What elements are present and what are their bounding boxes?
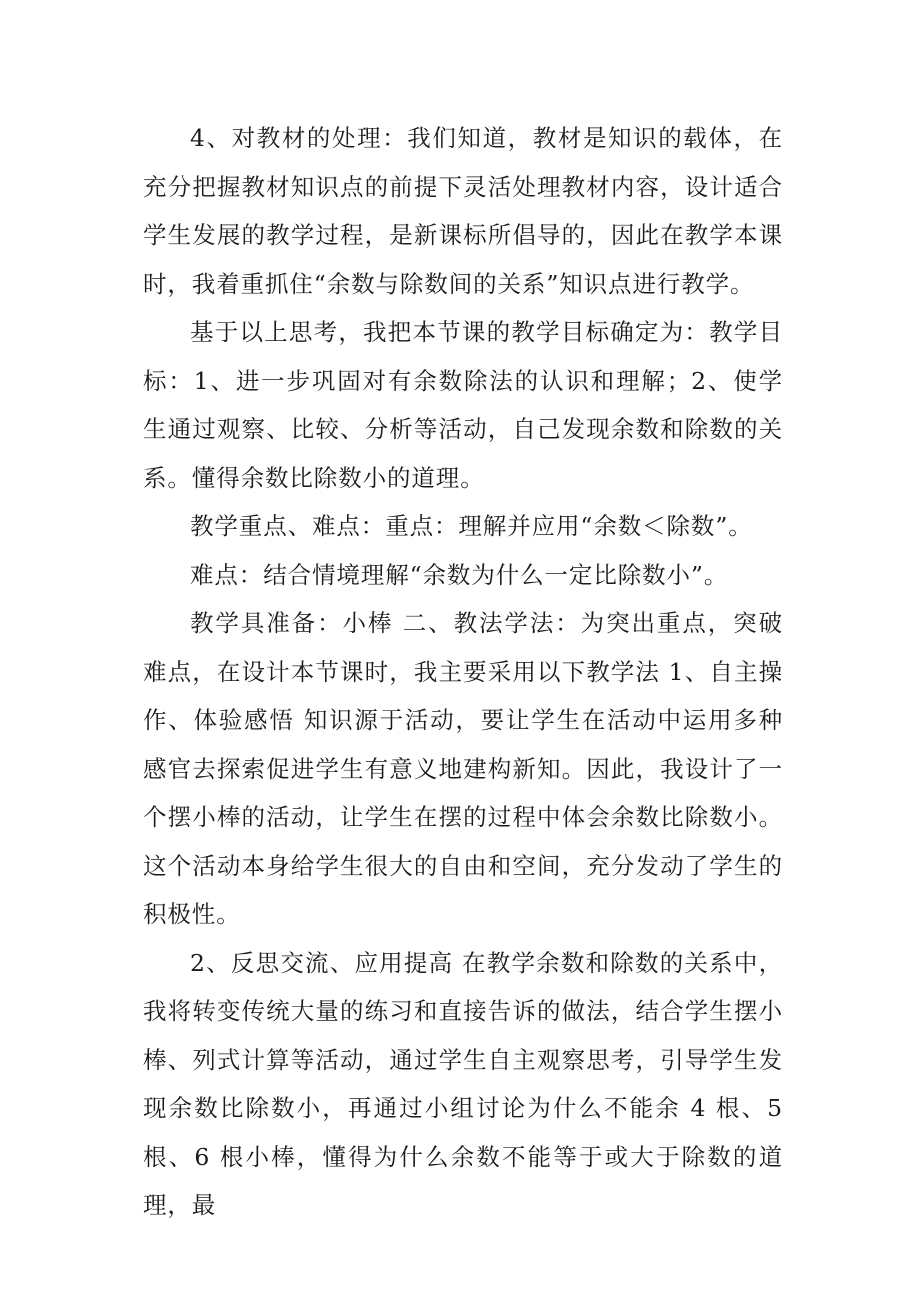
paragraph-key-points: 教学重点、难点：重点：理解并应用“余数＜除数”。 — [190, 512, 753, 540]
document-body — [143, 114, 783, 1230]
paragraph-teaching-methods: 教学具准备：小棒 二、教法学法：为突出重点，突破难点，在设计本节课时，我主要采用以下教学法 1、自主操作、体验感悟 知识源于活动，要让学生在活动中运用多种感官去探索促进学生有意义地建构新知。因此，我设计了一个摆小棒的活动，让学生在摆的过程中体会余数比除数小。这个活动本身给学生很大的自由和空间，充分发动了学生的积极性。 — [143, 609, 783, 928]
paragraph-textbook-handling: 4、对教材的处理：我们知道，教材是知识的载体，在充分把握教材知识点的前提下灵活处理教材内容，设计适合学生发展的教学过程，是新课标所倡导的，因此在教学本课时，我着重抓住“余数与除数间的关系”知识点进行教学。 — [143, 124, 783, 298]
paragraph-reflection-exchange: 2、反思交流、应用提高 在教学余数和除数的关系中，我将转变传统大量的练习和直接告诉的做法，结合学生摆小棒、列式计算等活动，通过学生自主观察思考，引导学生发现余数比除数小，再通过小组讨论为什么不能余 4 根、5 根、6 根小棒，懂得为什么余数不能等于或大于除数的道理，最 — [143, 948, 783, 1219]
paragraph-difficult-points: 难点：结合情境理解“余数为什么一定比除数小”。 — [190, 560, 729, 589]
paragraph-teaching-goals: 基于以上思考，我把本节课的教学目标确定为：教学目标：1、进一步巩固对有余数除法的认识和理解；2、使学生通过观察、比较、分析等活动，自己发现余数和除数的关系。懂得余数比除数小的道理。 — [143, 318, 783, 492]
